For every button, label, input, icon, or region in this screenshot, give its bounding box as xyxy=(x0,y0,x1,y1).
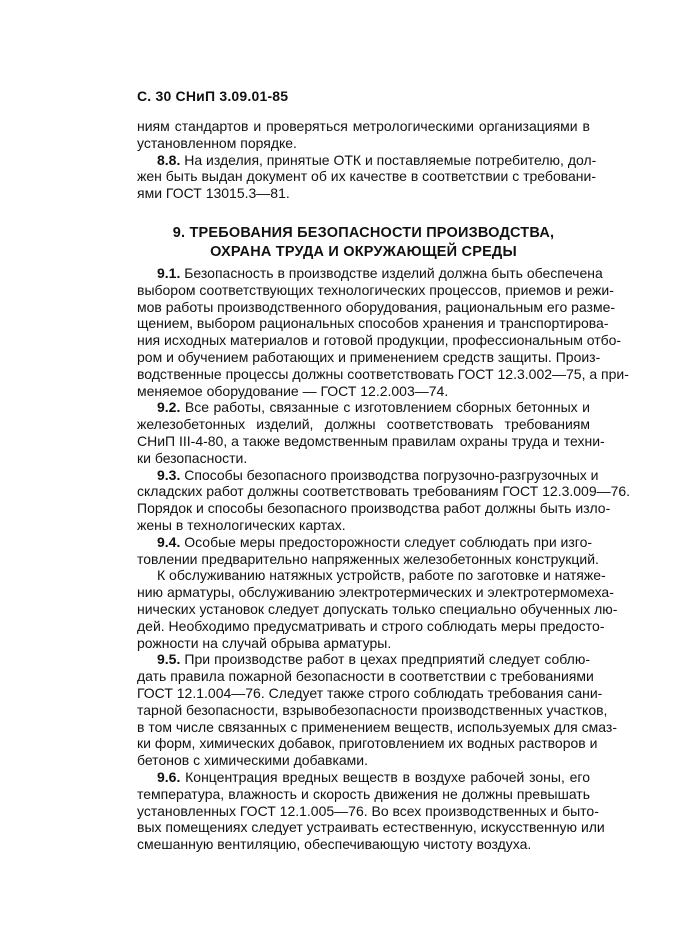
text-line xyxy=(137,416,590,433)
line-text: нию арматуры, обслуживанию электротермических и электротермомеха- xyxy=(137,584,614,601)
text-line xyxy=(137,265,603,282)
paragraph xyxy=(137,567,618,651)
line-text: При производстве работ в цехах предприятий следует соблю- xyxy=(180,651,590,668)
text-line xyxy=(137,635,590,652)
line-text: установленных ГОСТ 12.1.005—76. Во всех производственных и быто- xyxy=(137,802,599,819)
line-text: смешанную вентиляцию, обеспечивающую чистоту воздуха. xyxy=(137,836,532,853)
text-line xyxy=(137,550,599,568)
line-text: вых помещениях следует устраивать естественную, искусственную или xyxy=(137,819,605,836)
line-text: Безопасность в производстве изделий должна быть обеспечена xyxy=(180,265,603,281)
paragraph xyxy=(137,118,590,152)
text-line xyxy=(137,769,590,786)
line-text: Особые меры предосторожности следует соблюдать при изго- xyxy=(180,533,593,550)
clause-number: 8.8. xyxy=(157,151,181,168)
line-text: ния исходных материалов и готовой продукции, профессиональным отбо- xyxy=(137,332,622,349)
text-line xyxy=(137,348,601,366)
paragraph xyxy=(137,768,605,853)
line-text: дей. Необходимо предусматривать и строго соблюдать меры предосто- xyxy=(137,617,605,634)
text-line xyxy=(137,483,631,500)
text-line xyxy=(137,432,605,450)
line-text: в том числе связанных с применением веществ, используемых для смаз- xyxy=(137,718,617,735)
line-text: СНиП III-4-80, а также ведомственным правилам охраны труда и техни- xyxy=(137,432,605,449)
line-text: дать правила пожарной безопасности в соответствии с требованиями xyxy=(137,668,594,685)
paragraph xyxy=(137,151,597,202)
line-text: складских работ должны соответствовать требованиям ГОСТ 12.3.009—76. xyxy=(137,483,631,500)
line-text: ки форм, химических добавок, приготовлением их водных растворов и xyxy=(137,735,598,752)
text-line xyxy=(137,718,617,736)
text-line xyxy=(137,332,622,349)
paragraph xyxy=(137,651,617,769)
paragraph xyxy=(137,466,631,534)
clause-number: 9.5. xyxy=(157,651,181,668)
line-text: На изделия, принятые ОТК и поставляемые потребителю, дол- xyxy=(180,151,597,168)
paragraph xyxy=(137,533,599,568)
text-line xyxy=(137,151,597,169)
intro-text xyxy=(137,118,597,202)
line-text: установленном порядке. xyxy=(137,134,297,151)
page-header: С. 30 СНиП 3.09.01-85 xyxy=(137,88,289,104)
section-heading xyxy=(137,224,590,262)
text-line xyxy=(137,533,593,551)
text-line xyxy=(137,383,590,400)
line-text: водственные процессы должны соответствовать ГОСТ 12.3.002—75, а при- xyxy=(137,365,629,382)
line-text: рожности на случай обрыва арматуры. xyxy=(137,634,392,651)
line-text: тарной безопасности, взрывобезопасности производственных участков, xyxy=(137,701,608,718)
line-text: Все работы, связанные с изготовлением сборных бетонных и xyxy=(180,399,590,416)
text-line xyxy=(137,567,606,584)
text-line xyxy=(137,118,590,135)
line-text: ниям стандартов и проверяться метрологическими организациями в xyxy=(137,118,590,134)
text-line xyxy=(137,684,603,702)
line-text: ром и обучением работающих и применением средств защиты. Произ- xyxy=(137,348,601,365)
paragraph xyxy=(137,399,605,466)
section-body xyxy=(137,265,631,853)
text-line xyxy=(137,786,590,803)
heading-line: 9. ТРЕБОВАНИЯ БЕЗОПАСНОСТИ ПРОИЗВОДСТВА, xyxy=(172,225,555,241)
text-line xyxy=(137,168,597,185)
line-text: Способы безопасного производства погрузочно-разгрузочных и xyxy=(180,466,599,483)
text-line xyxy=(137,651,590,668)
text-line xyxy=(137,450,590,467)
clause-number: 9.3. xyxy=(157,466,181,483)
line-text: температура, влажность и скорость движения не должны превышать xyxy=(137,785,590,802)
line-text: ями ГОСТ 13015.3—81. xyxy=(137,185,290,202)
text-line xyxy=(137,584,614,601)
text-line xyxy=(137,668,594,685)
text-line xyxy=(137,617,605,635)
text-line xyxy=(137,802,599,820)
text-line xyxy=(137,517,590,534)
clause-number: 9.4. xyxy=(157,533,181,550)
text-line xyxy=(137,298,616,316)
text-line xyxy=(137,701,608,719)
text-line xyxy=(137,185,590,202)
line-text: Порядок и способы безопасного производства работ должны быть изло- xyxy=(137,500,611,517)
text-line xyxy=(137,135,590,152)
text-line xyxy=(137,500,611,517)
paragraph xyxy=(137,265,629,399)
text-line xyxy=(137,399,590,416)
line-text: мов работы производственного оборудования, рациональным его разме- xyxy=(137,298,616,315)
text-line xyxy=(137,735,598,752)
text-line xyxy=(137,315,609,332)
line-text: щением, выбором рациональных способов хранения и транспортирова- xyxy=(137,315,609,332)
clause-number: 9.1. xyxy=(157,265,181,281)
line-text: выбором соответствующих технологических процессов, приемов и режи- xyxy=(137,281,614,298)
line-text: ГОСТ 12.1.004—76. Следует также строго соблюдать требования сани- xyxy=(137,684,603,701)
line-text: железобетонных изделий, должны соответствовать требованиям xyxy=(137,416,590,433)
heading-line: ОХРАНА ТРУДА И ОКРУЖАЮЩЕЙ СРЕДЫ xyxy=(210,244,517,260)
text-line xyxy=(137,466,599,484)
line-text: бетонов с химическими добавками. xyxy=(137,752,369,769)
clause-number: 9.2. xyxy=(157,399,181,416)
line-text: жен быть выдан документ об их качестве в соответствии с требовани- xyxy=(137,168,597,185)
clause-number: 9.6. xyxy=(157,768,181,785)
line-text: жены в технологических картах. xyxy=(137,516,346,533)
line-text: Концентрация вредных веществ в воздухе рабочей зоны, его xyxy=(180,768,590,785)
line-text: меняемое оборудование — ГОСТ 12.2.003—74. xyxy=(137,382,449,399)
text-line xyxy=(137,365,629,383)
text-line xyxy=(137,836,590,853)
line-text: нических установок следует допускать только специально обученных лю- xyxy=(137,600,618,617)
text-line xyxy=(137,281,614,299)
line-text: ки безопасности. xyxy=(137,449,248,466)
text-line xyxy=(137,819,605,836)
line-text: К обслуживанию натяжных устройств, работе по заготовке и натяже- xyxy=(157,567,606,584)
text-line xyxy=(137,752,590,769)
line-text: товлении предварительно напряженных железобетонных конструкций. xyxy=(137,550,599,567)
text-line xyxy=(137,600,618,618)
